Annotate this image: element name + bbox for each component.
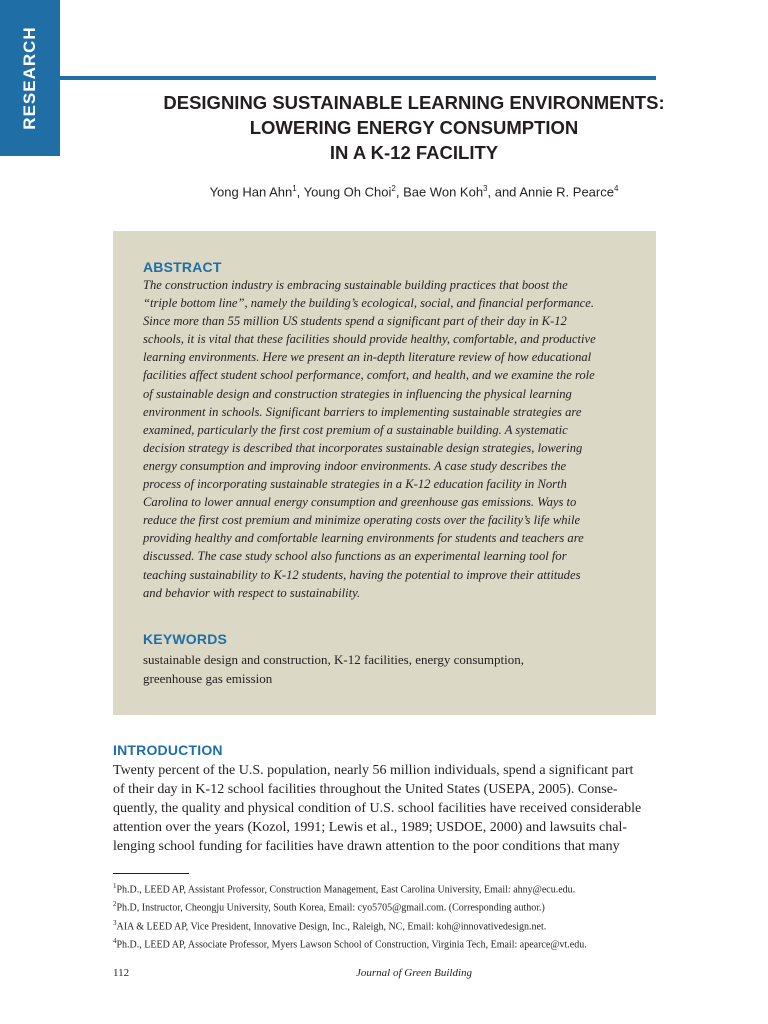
introduction-line: attention over the years (Kozol, 1991; Lewis et al., 1989; USDOE, 2000) and lawsuits chal- [113, 820, 627, 835]
abstract-line: schools, it is vital that these facilities should provide healthy, comfortable, and productive [143, 332, 596, 347]
affiliation-mark: 3 [483, 184, 488, 193]
footnote-text: AIA & LEED AP, Vice President, Innovative Design, Inc., Raleigh, NC, Email: koh@innovativedesign.net. [116, 920, 547, 932]
abstract-text [143, 276, 633, 602]
author-list [60, 184, 768, 199]
footnote-rule [113, 873, 189, 874]
paper-title [60, 90, 768, 165]
abstract-line: of sustainable design and construction strategies in influencing the physical learning [143, 386, 572, 401]
introduction-text [113, 761, 656, 856]
introduction-heading: INTRODUCTION [113, 742, 223, 758]
abstract-line: environment in schools. Significant barriers to implementing sustainable strategies are [143, 404, 582, 419]
keywords-heading: KEYWORDS [143, 631, 228, 647]
footnote-mark: 4 [113, 936, 117, 945]
abstract-line: discussed. The case study school also functions as an experimental learning tool for [143, 549, 567, 564]
author-separator: , [395, 184, 404, 200]
keywords-line: sustainable design and construction, K-12 facilities, energy consumption, [143, 652, 525, 667]
abstract-line: teaching sustainability to K-12 students, having the potential to improve their attitudes [143, 567, 581, 582]
introduction-line: Twenty percent of the U.S. population, nearly 56 million individuals, spend a significant part [113, 763, 634, 778]
abstract-line: learning environments. Here we present an in-depth literature review of how educational [143, 350, 592, 365]
author-name: Annie R. Pearce [519, 184, 614, 200]
footnote-mark: 2 [113, 900, 117, 909]
abstract-line: “triple bottom line”, namely the building’s ecological, social, and financial performance. [143, 296, 594, 311]
page-number: 112 [113, 967, 130, 979]
introduction-line: of their day in K-12 school facilities throughout the United States (USEPA, 2005). Conse- [113, 782, 618, 797]
affiliation-mark: 4 [613, 184, 619, 193]
title-line: LOWERING ENERGY CONSUMPTION [249, 117, 579, 138]
footnote-mark: 1 [113, 882, 117, 890]
research-tab-label: RESEARCH [20, 26, 39, 130]
author-name: Yong Han Ahn [209, 184, 293, 200]
abstract-line: The construction industry is embracing sustainable building practices that boost the [143, 278, 568, 292]
footnote [113, 934, 656, 952]
author-separator: , and [487, 184, 520, 200]
footnotes [113, 879, 656, 952]
abstract-line: and behavior with respect to sustainability. [143, 585, 361, 600]
title-line: DESIGNING SUSTAINABLE LEARNING ENVIRONMENTS: [163, 92, 665, 113]
footnote-text: Ph.D., LEED AP, Assistant Professor, Construction Management, East Carolina University, Email: ahny@ecu.edu. [116, 884, 576, 896]
abstract-line: process of incorporating sustainable strategies in a K-12 education facility in North [143, 477, 567, 492]
research-side-tab [0, 0, 60, 156]
footnote-text: Ph.D., LEED AP, Associate Professor, Myers Lawson School of Construction, Virginia Tech, Email: apearce@vt.edu. [116, 939, 587, 951]
abstract-line: decision strategy is described that incorporates sustainable design strategies, lowering [143, 440, 583, 455]
abstract-heading: ABSTRACT [143, 259, 222, 275]
keywords-line: greenhouse gas emission [143, 671, 273, 686]
footnote-text: Ph.D, Instructor, Cheongju University, South Korea, Email: cyo5705@gmail.com. (Corresponding author.) [116, 902, 545, 914]
introduction-line: quently, the quality and physical condition of U.S. school facilities have received considerable [113, 801, 642, 816]
author-name: Bae Won Koh [403, 184, 484, 200]
abstract-line: energy consumption and improving indoor environments. A case study describes the [143, 458, 567, 473]
footnote-mark: 3 [113, 918, 117, 927]
journal-name: Journal of Green Building [356, 967, 472, 979]
author-separator: , [296, 184, 304, 200]
affiliation-mark: 1 [292, 184, 297, 193]
title-line: IN A K-12 FACILITY [329, 142, 499, 163]
author-name: Young Oh Choi [303, 184, 392, 200]
abstract-line: examined, particularly the first cost premium of a sustainable building. A systematic [143, 422, 568, 437]
keywords-text [143, 650, 633, 688]
abstract-line: facilities affect student school performance, comfort, and health, and we examine the role [143, 368, 595, 383]
abstract-line: Since more than 55 million US students spend a significant part of their day in K-12 [143, 314, 567, 329]
abstract-line: providing healthy and comfortable learning environments for students and teachers are [143, 531, 584, 546]
abstract-line: reduce the first cost premium and minimize operating costs over the facility’s life while [143, 513, 581, 528]
header-rule [60, 76, 656, 80]
introduction-line: lenging school funding for facilities have drawn attention to the poor conditions that many [113, 839, 620, 854]
footnote [113, 879, 656, 897]
footnote [113, 916, 656, 934]
footnote [113, 897, 656, 915]
affiliation-mark: 2 [391, 184, 396, 193]
abstract-line: Carolina to lower annual energy consumption and greenhouse gas emissions. Ways to [143, 495, 577, 510]
